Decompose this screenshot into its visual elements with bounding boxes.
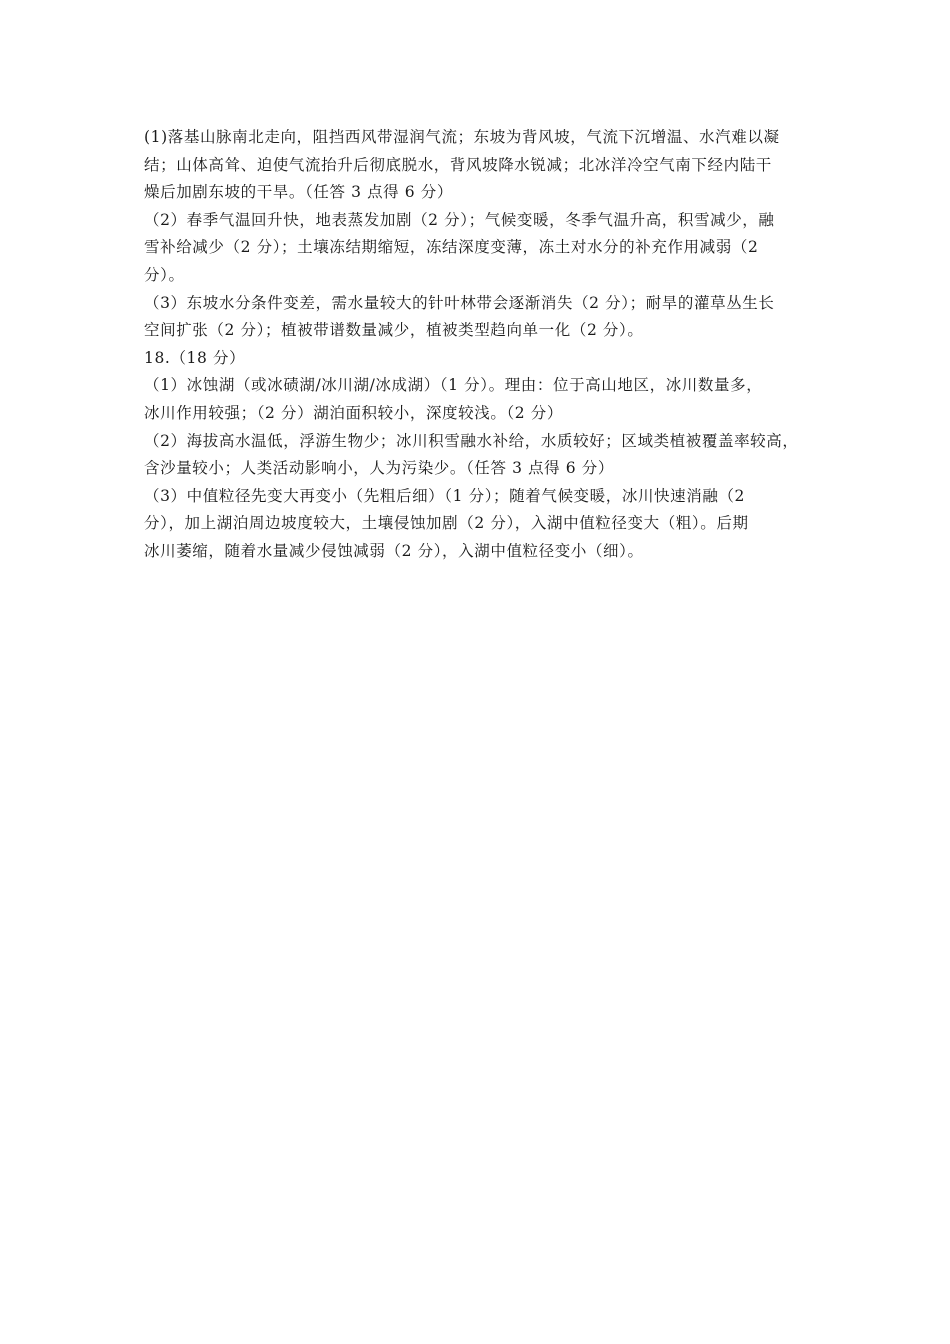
answer-17-3-line-2: 空间扩张（2 分）；植被带谱数量减少，植被类型趋向单一化（2 分）。 bbox=[144, 321, 644, 340]
answer-18-3-line-2: 分），加上湖泊周边坡度较大，土壤侵蚀加剧（2 分），入湖中值粒径变大（粗）。后期 bbox=[144, 514, 749, 533]
answer-17-2-line-2: 雪补给减少（2 分）；土壤冻结期缩短，冻结深度变薄，冻土对水分的补充作用减弱（2 bbox=[144, 238, 759, 257]
answer-18-1-line-2: 冰川作用较强；（2 分）湖泊面积较小，深度较浅。（2 分） bbox=[144, 403, 563, 422]
answer-17-2-line-3: 分）。 bbox=[144, 265, 185, 284]
answer-18-3-line-3: 冰川萎缩，随着水量减少侵蚀减弱（2 分），入湖中值粒径变小（细）。 bbox=[144, 541, 644, 560]
answer-17-1-line-1: (1)落基山脉南北走向，阻挡西风带湿润气流；东坡为背风坡，气流下沉增温、水汽难以凝 bbox=[144, 128, 780, 146]
answer-18-2-line-2: 含沙量较小；人类活动影响小，人为污染少。（任答 3 点得 6 分） bbox=[144, 459, 614, 478]
answer-18-3-line-1: （3）中值粒径先变大再变小（先粗后细）（1 分）；随着气候变暖，冰川快速消融（2 bbox=[144, 486, 746, 505]
answer-18-1-line-1: （1）冰蚀湖（或冰碛湖/冰川湖/冰成湖）（1 分）。理由：位于高山地区，冰川数量多， bbox=[144, 376, 763, 395]
answer-document bbox=[144, 124, 816, 566]
question-18-heading: 18.（18 分） bbox=[144, 348, 246, 367]
answer-17-3-line-1: （3）东坡水分条件变差，需水量较大的针叶林带会逐渐消失（2 分）；耐旱的灌草丛生长 bbox=[144, 293, 775, 312]
answer-18-2-line-1: （2）海拔高水温低，浮游生物少；冰川积雪融水补给，水质较好；区域类植被覆盖率较高， bbox=[144, 431, 799, 450]
answer-17-1-line-2: 结；山体高耸、迫使气流抬升后彻底脱水，背风坡降水锐减；北冰洋冷空气南下经内陆干 bbox=[144, 155, 772, 174]
answer-17-2-line-1: （2）春季气温回升快，地表蒸发加剧（2 分）；气候变暖，冬季气温升高，积雪减少，融 bbox=[144, 210, 775, 229]
answer-17-1-line-3: 燥后加剧东坡的干旱。（任答 3 点得 6 分） bbox=[144, 183, 453, 202]
